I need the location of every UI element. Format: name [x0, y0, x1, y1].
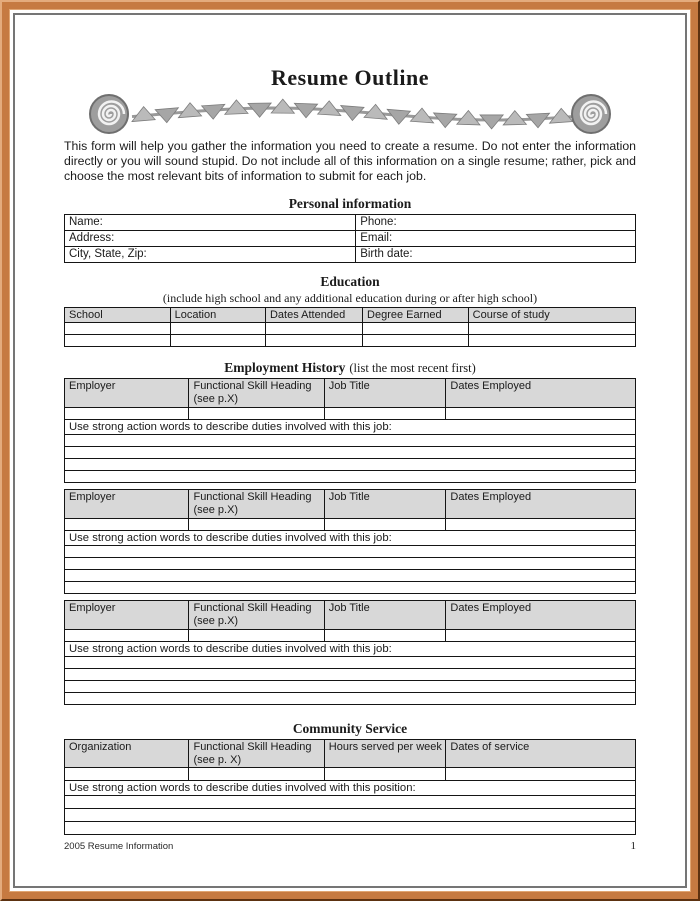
education-subheading: (include high school and any additional education during or after high school): [162, 291, 538, 306]
empty-row: [65, 459, 636, 471]
empty-row: [65, 768, 636, 781]
employment-header-row: [65, 601, 636, 630]
column-header: Hours served per week: [324, 740, 446, 768]
page-number: 1: [630, 840, 636, 852]
personal-info-table: [64, 214, 636, 263]
divider-ornament: [85, 93, 615, 136]
duties-label-row: Use strong action words to describe duties involved with this position:: [65, 781, 636, 796]
empty-row: [65, 447, 636, 459]
employment-header-row: [65, 490, 636, 519]
empty-row: [65, 657, 636, 669]
empty-row: [65, 323, 636, 335]
employment-heading-note: (list the most recent first): [349, 361, 476, 376]
page-title: Resume Outline: [271, 65, 429, 90]
footer-source-text: 2005 Resume Information: [64, 841, 174, 852]
column-header: Functional Skill Heading (see p.X): [189, 490, 324, 519]
empty-row: [65, 558, 636, 570]
duties-label-row: Use strong action words to describe duties involved with this job:: [65, 420, 636, 435]
table-row: [65, 215, 636, 231]
city-state-zip-field-cell: City, State, Zip:: [65, 247, 356, 263]
community-header-row: [65, 740, 636, 768]
frame-gap: [9, 9, 691, 892]
empty-row: [65, 693, 636, 705]
duties-label-row: Use strong action words to describe duties involved with this job:: [65, 642, 636, 657]
spiral-left-icon: [90, 95, 128, 133]
document-page: [13, 13, 687, 888]
column-header: Job Title: [324, 490, 446, 519]
empty-row: [65, 796, 636, 809]
column-header: Employer: [65, 601, 189, 630]
community-service-heading: Community Service: [292, 721, 408, 737]
column-header: Organization: [65, 740, 189, 768]
column-header: Dates Employed: [446, 379, 636, 408]
column-header: Dates Employed: [446, 601, 636, 630]
duties-label-row: Use strong action words to describe duties involved with this job:: [65, 531, 636, 546]
column-header: Dates Employed: [446, 490, 636, 519]
table-row: [65, 247, 636, 263]
column-header: Dates Attended: [265, 308, 362, 323]
education-heading: Education: [320, 274, 380, 290]
empty-row: [65, 582, 636, 594]
employment-header-row: [65, 379, 636, 408]
employment-block-2: [64, 489, 636, 594]
column-header: Location: [170, 308, 265, 323]
column-header: Degree Earned: [363, 308, 469, 323]
phone-field-cell: Phone:: [356, 215, 636, 231]
column-header: Functional Skill Heading (see p.X): [189, 379, 324, 408]
spiral-right-icon: [572, 95, 610, 133]
employment-block-3: [64, 600, 636, 705]
empty-row: [65, 519, 636, 531]
column-header: Employer: [65, 379, 189, 408]
column-header: Course of study: [468, 308, 635, 323]
empty-row: [65, 435, 636, 447]
education-header-row: [65, 308, 636, 323]
intro-paragraph: This form will help you gather the information you need to create a resume. Do not enter the information directly or you will sound stupid. Do not include all of this information on a single resume; rather, pick and choose the most relevant bits of information to submit for each job.: [64, 139, 636, 183]
column-header: Job Title: [324, 601, 446, 630]
triangle-band: [132, 99, 573, 129]
empty-row: [65, 822, 636, 835]
education-table: [64, 307, 636, 347]
column-header: Functional Skill Heading (see p. X): [189, 740, 324, 768]
personal-info-heading: Personal information: [288, 196, 412, 212]
page-footer: [64, 840, 636, 852]
name-field-cell: Name:: [65, 215, 356, 231]
column-header: Job Title: [324, 379, 446, 408]
column-header: School: [65, 308, 171, 323]
community-service-table: [64, 739, 636, 835]
empty-row: [65, 335, 636, 347]
address-field-cell: Address:: [65, 231, 356, 247]
email-field-cell: Email:: [356, 231, 636, 247]
empty-row: [65, 546, 636, 558]
empty-row: [65, 809, 636, 822]
employment-block-1: [64, 378, 636, 483]
column-header: Dates of service: [446, 740, 636, 768]
empty-row: [65, 669, 636, 681]
employment-heading-bold: Employment History: [224, 360, 346, 376]
empty-row: [65, 408, 636, 420]
employment-history-heading: [64, 360, 636, 376]
birth-date-field-cell: Birth date:: [356, 247, 636, 263]
column-header: Functional Skill Heading (see p.X): [189, 601, 324, 630]
empty-row: [65, 630, 636, 642]
column-header: Employer: [65, 490, 189, 519]
table-row: [65, 231, 636, 247]
empty-row: [65, 471, 636, 483]
empty-row: [65, 681, 636, 693]
empty-row: [65, 570, 636, 582]
